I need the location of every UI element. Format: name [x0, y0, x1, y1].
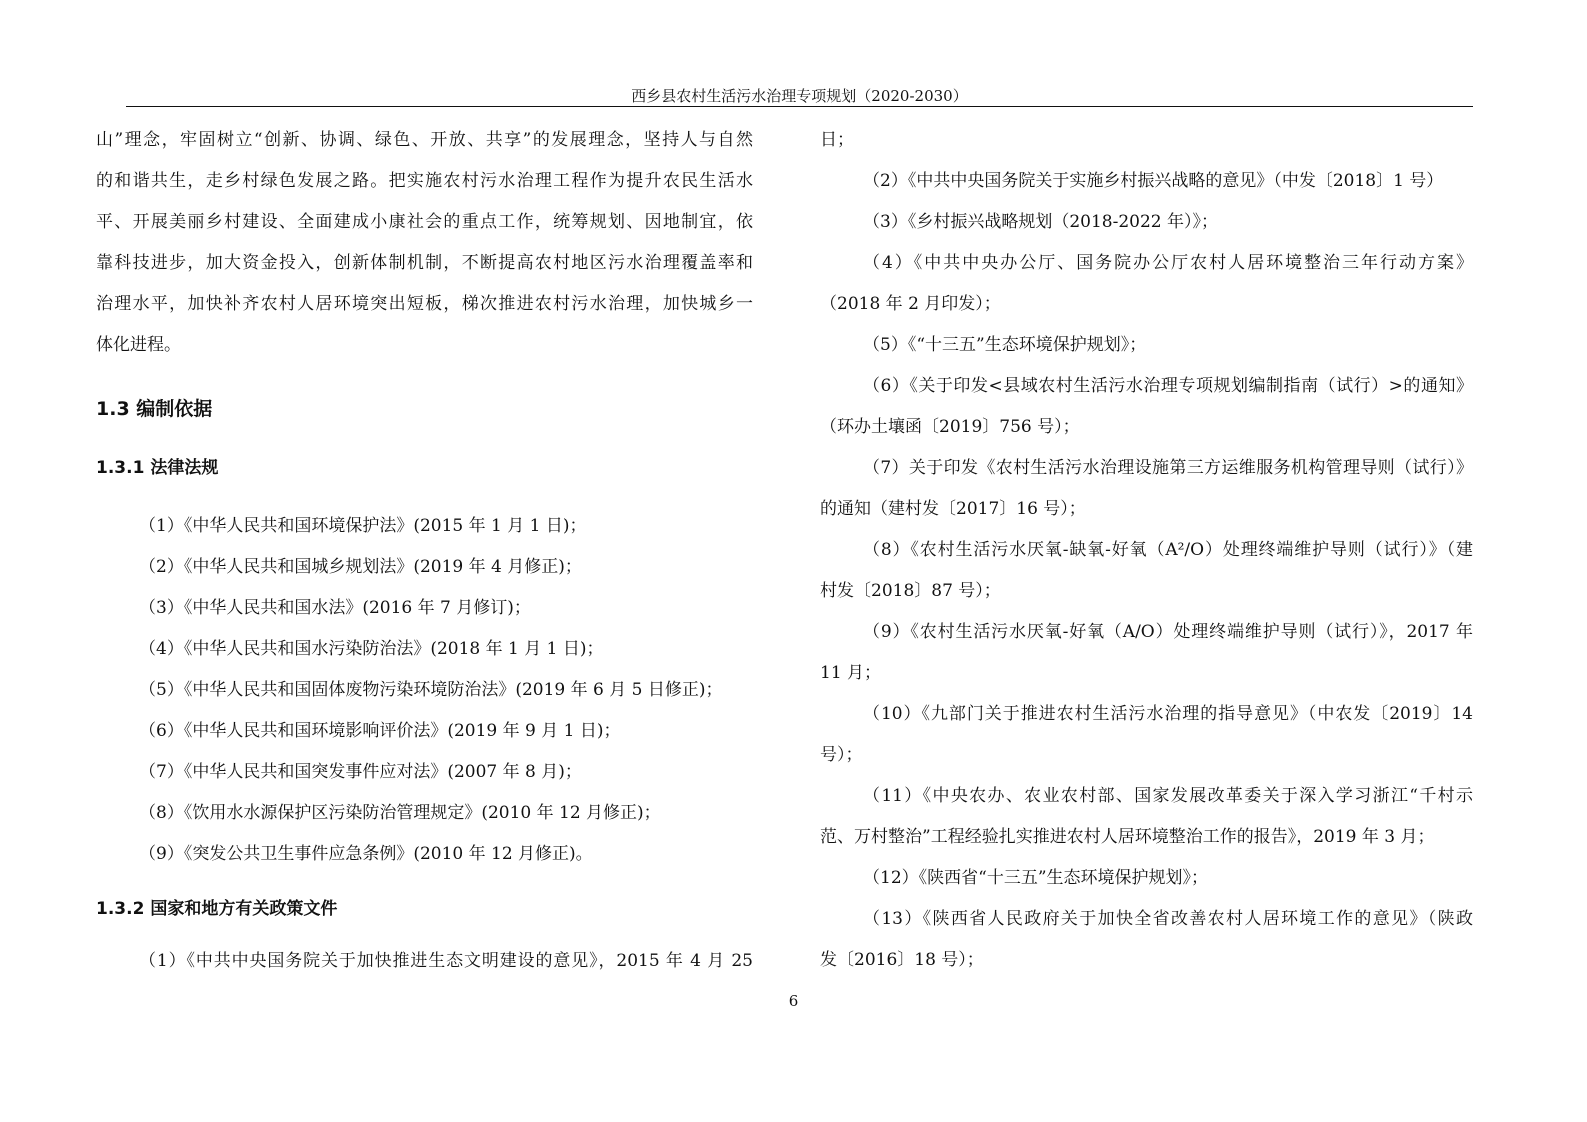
list-item: （2）《中共中央国务院关于实施乡村振兴战略的意见》（中发〔2018〕1 号）	[863, 171, 1444, 191]
list-item-continuation: （2018 年 2 月印发）；	[820, 294, 1001, 314]
page-header-title: 西乡县农村生活污水治理专项规划（2020-2030）	[631, 87, 968, 105]
header-rule	[126, 106, 1473, 107]
list-item-continuation: 发〔2016〕18 号）；	[820, 950, 984, 970]
list-item: （9）《突发公共卫生事件应急条例》(2010 年 12 月修正)。	[139, 844, 593, 864]
subsection-heading-policies: 1.3.2 国家和地方有关政策文件	[96, 899, 338, 919]
intro-line: 的和谐共生，走乡村绿色发展之路。把实施农村污水治理工程作为提升农民生活水	[96, 171, 753, 191]
list-item: （10）《九部门关于推进农村生活污水治理的指导意见》（中农发〔2019〕14	[863, 704, 1473, 724]
list-item: （8）《农村生活污水厌氧-缺氧-好氧（A²/O）处理终端维护导则（试行）》（建	[863, 540, 1473, 560]
list-item: （3）《乡村振兴战略规划（2018-2022 年）》；	[863, 212, 1218, 232]
right-column	[820, 120, 1473, 981]
list-item: （12）《陕西省“十三五”生态环境保护规划》；	[863, 868, 1209, 888]
section-heading: 1.3 编制依据	[96, 398, 213, 420]
intro-line: 平、开展美丽乡村建设、全面建成小康社会的重点工作，统筹规划、因地制宜，依	[96, 212, 753, 232]
list-item: （6）《关于印发<县域农村生活污水治理专项规划编制指南（试行）>的通知》	[863, 376, 1473, 396]
list-item: （7）《中华人民共和国突发事件应对法》(2007 年 8 月)；	[139, 762, 582, 782]
laws-list	[96, 506, 753, 875]
list-item-continuation: （环办土壤函〔2019〕756 号）；	[820, 417, 1080, 437]
list-item-continuation: 村发〔2018〕87 号）；	[820, 581, 1001, 601]
list-item: （11）《中央农办、农业农村部、国家发展改革委关于深入学习浙江“千村示	[863, 786, 1473, 806]
list-item: （4）《中共中央办公厅、国务院办公厅农村人居环境整治三年行动方案》	[863, 253, 1473, 273]
intro-line: 体化进程。	[96, 335, 181, 355]
subsection-heading-laws: 1.3.1 法律法规	[96, 458, 219, 478]
list-item-continuation: 号）；	[820, 745, 863, 765]
page-number: 6	[788, 992, 799, 1010]
list-item: （13）《陕西省人民政府关于加快全省改善农村人居环境工作的意见》（陕政	[863, 909, 1473, 929]
intro-line: 治理水平，加快补齐农村人居环境突出短板，梯次推进农村污水治理，加快城乡一	[96, 294, 753, 314]
list-item: （9）《农村生活污水厌氧-好氧（A/O）处理终端维护导则（试行）》，2017 年	[863, 622, 1473, 642]
list-item: （3）《中华人民共和国水法》(2016 年 7 月修订)；	[139, 598, 531, 618]
list-item-continuation: 11 月；	[820, 663, 882, 683]
list-item-continuation: 的通知（建村发〔2017〕16 号）；	[820, 499, 1086, 519]
list-item: （8）《饮用水水源保护区污染防治管理规定》(2010 年 12 月修正)；	[139, 803, 661, 823]
list-item: （2）《中华人民共和国城乡规划法》(2019 年 4 月修正)；	[139, 557, 582, 577]
continuation-line: 日；	[820, 130, 854, 150]
list-item: （1）《中共中央国务院关于加快推进生态文明建设的意见》，2015 年 4 月 25	[139, 951, 753, 971]
list-item: （4）《中华人民共和国水污染防治法》(2018 年 1 月 1 日)；	[139, 639, 604, 659]
list-item: （6）《中华人民共和国环境影响评价法》(2019 年 9 月 1 日)；	[139, 721, 621, 741]
left-column	[96, 120, 753, 982]
list-item: （5）《“十三五”生态环境保护规划》；	[863, 335, 1147, 355]
intro-line: 山”理念，牢固树立“创新、协调、绿色、开放、共享”的发展理念，坚持人与自然	[96, 130, 753, 150]
list-item: （7）关于印发《农村生活污水治理设施第三方运维服务机构管理导则（试行）》	[863, 458, 1473, 478]
list-item-continuation: 范、万村整治”工程经验扎实推进农村人居环境整治工作的报告》，2019 年 3 月；	[820, 827, 1435, 847]
intro-line: 靠科技进步，加大资金投入，创新体制机制，不断提高农村地区污水治理覆盖率和	[96, 253, 753, 273]
list-item: （5）《中华人民共和国固体废物污染环境防治法》(2019 年 6 月 5 日修正)；	[139, 680, 723, 700]
list-item: （1）《中华人民共和国环境保护法》(2015 年 1 月 1 日)；	[139, 516, 587, 536]
